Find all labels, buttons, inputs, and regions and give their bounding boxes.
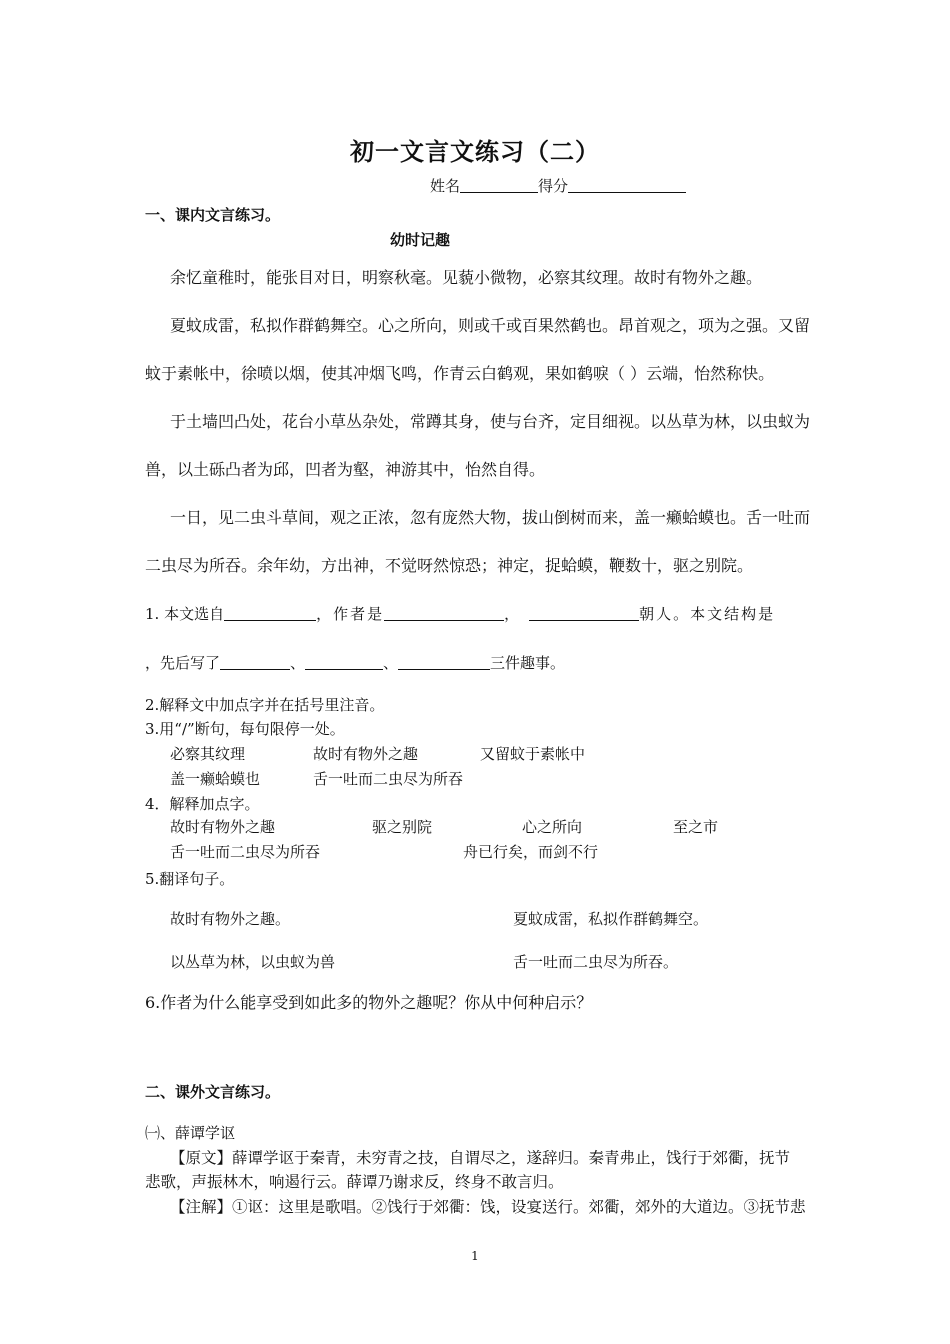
q5-item-1: 故时有物外之趣。: [170, 910, 291, 928]
q3-item-2: 故时有物外之趣: [313, 745, 419, 763]
passage-line-2: 夏蚊成雷，私拟作群鹤舞空。心之所向，则或千或百果然鹤也。昂首观之，项为之强。又留: [170, 316, 811, 335]
q4-item-3: 心之所向: [522, 818, 583, 836]
passage-line-7: 二虫尽为所吞。余年幼，方出神，不觉呀然惊恐；神定，捉蛤蟆，鞭数十，驱之别院。: [145, 556, 754, 575]
page-title: 初一文言文练习（二）: [350, 138, 600, 166]
q1-text-b: ，作者是: [316, 605, 385, 623]
q1-text-e: ，先后写了: [145, 654, 221, 672]
q3-item-5: 舌一吐而二虫尽为所吞: [313, 770, 464, 788]
q4-item-2: 驱之别院: [372, 818, 433, 836]
q1-sep-1: 、: [290, 654, 306, 672]
q3-item-1: 必察其纹理: [170, 745, 246, 763]
passage-line-3: 蚊于素帐中，徐喷以烟，使其冲烟飞鸣，作青云白鹤观，果如鹤唳（ ）云端，怡然称快。: [145, 364, 775, 383]
passage-line-1: 余忆童稚时，能张目对日，明察秋毫。见藐小微物，必察其纹理。故时有物外之趣。: [170, 268, 763, 287]
q4-item-6: 舟已行矣，而剑不行: [463, 843, 599, 861]
name-score-line: [430, 175, 686, 196]
q5-item-4: 舌一吐而二虫尽为所吞。: [513, 953, 679, 971]
section2-heading: 二、课外文言练习。: [145, 1083, 281, 1101]
q3-item-3: 又留蚊于素帐中: [480, 745, 586, 763]
notes-line-1: 【注解】①讴：这里是歌唱。②饯行于郊衢：饯，设宴送行。郊衢，郊外的大道边。③抚节悲: [170, 1198, 806, 1216]
score-label: 得分: [538, 177, 569, 195]
question-1-line-1: [145, 603, 775, 624]
question-3: 3.用“/”断句，每句限停一处。: [145, 720, 345, 738]
q1-event-blank-2[interactable]: [305, 654, 383, 670]
passage-line-4: 于土墙凹凸处，花台小草丛杂处，常蹲其身，使与台齐，定目细视。以丛草为林，以虫蚁为: [170, 412, 811, 431]
question-4: 4．解释加点字。: [145, 795, 260, 813]
passage-line-6: 一日，见二虫斗草间，观之正浓，忽有庞然大物，拔山倒树而来，盖一癞蛤蟆也。舌一吐而: [170, 508, 811, 527]
question-5: 5.翻译句子。: [145, 870, 235, 888]
q1-text-d: 朝人。本文结构是: [639, 605, 776, 623]
original-text-line-1: 【原文】薛谭学讴于秦青，未穷青之技，自谓尽之，遂辞归。秦青弗止，饯行于郊衢，抚节: [170, 1149, 791, 1167]
passage-line-5: 兽，以土砾凸者为邱，凹者为壑，神游其中，怡然自得。: [145, 460, 546, 479]
q1-dynasty-blank[interactable]: [529, 605, 639, 621]
q3-item-4: 盖一癞蛤蟆也: [170, 770, 261, 788]
q1-text-c: ，: [504, 605, 520, 623]
passage-title: 幼时记趣: [389, 231, 450, 249]
q1-text-a: 1. 本文选自: [145, 605, 225, 623]
q5-item-2: 夏蚊成雷，私拟作群鹤舞空。: [513, 910, 709, 928]
q1-source-blank[interactable]: [224, 605, 316, 621]
question-1-line-2: [145, 652, 565, 673]
q1-author-blank[interactable]: [384, 605, 504, 621]
q1-text-f: 三件趣事。: [490, 654, 566, 672]
q1-event-blank-1[interactable]: [220, 654, 290, 670]
score-blank[interactable]: [568, 177, 686, 193]
page-number: 1: [471, 1249, 479, 1263]
q1-event-blank-3[interactable]: [398, 654, 490, 670]
question-6: 6.作者为什么能享受到如此多的物外之趣呢？你从中何种启示？: [145, 993, 593, 1012]
q4-item-4: 至之市: [673, 818, 719, 836]
q5-item-3: 以丛草为林，以虫蚁为兽: [170, 953, 336, 971]
name-label: 姓名: [430, 177, 461, 195]
question-2: 2.解释文中加点字并在括号里注音。: [145, 696, 385, 714]
original-text-line-2: 悲歌，声振林木，响遏行云。薛谭乃谢求反，终身不敢言归。: [145, 1173, 564, 1191]
q1-sep-2: 、: [383, 654, 399, 672]
q4-item-5: 舌一吐而二虫尽为所吞: [170, 843, 321, 861]
q4-item-1: 故时有物外之趣: [170, 818, 276, 836]
name-blank[interactable]: [460, 177, 538, 193]
section2-sub1: ㈠、薛谭学讴: [145, 1124, 236, 1142]
section1-heading: 一、课内文言练习。: [145, 206, 281, 224]
